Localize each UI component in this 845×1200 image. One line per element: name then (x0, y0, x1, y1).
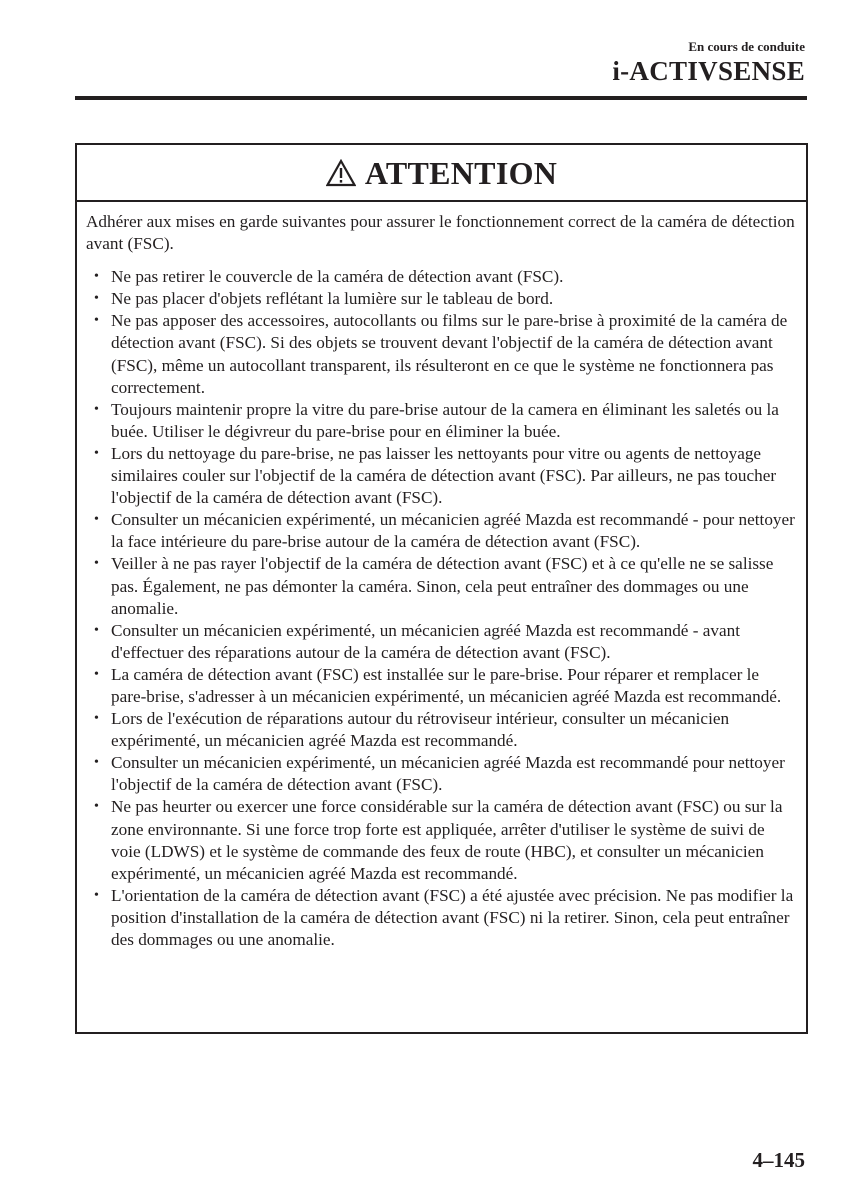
list-item: • Consulter un mécanicien expérimenté, un mécanicien agréé Mazda est recommandé - avant d'effectuer des réparations autour de la caméra de détection avant (FSC). (86, 620, 797, 664)
list-item: • Toujours maintenir propre la vitre du pare-brise autour de la camera en éliminant les saletés ou la buée. Utiliser le dégivreur du pare-brise pour en éliminer la buée. (86, 399, 797, 443)
chapter-title: i-ACTIVSENSE (612, 56, 805, 86)
warning-triangle-icon (326, 159, 356, 187)
attention-list (86, 266, 797, 951)
attention-box (75, 143, 808, 1034)
list-item: • Consulter un mécanicien expérimenté, un mécanicien agréé Mazda est recommandé - pour nettoyer la face intérieure du pare-brise autour de la caméra de détection avant (FSC). (86, 509, 797, 553)
attention-intro: Adhérer aux mises en garde suivantes pour assurer le fonctionnement correct de la caméra de détection avant (FSC). (86, 212, 795, 254)
attention-header (77, 145, 806, 202)
attention-title: ATTENTION (364, 154, 558, 191)
list-item: • Ne pas placer d'objets reflétant la lumière sur le tableau de bord. (86, 288, 797, 310)
list-item: • Veiller à ne pas rayer l'objectif de la caméra de détection avant (FSC) et à ce qu'elle ne se salisse pas. Également, ne pas démonter la caméra. Sinon, cela peut entraîner des dommages ou une anomalie. (86, 553, 797, 619)
section-header: En cours de conduite (688, 39, 805, 54)
list-item: • Lors de l'exécution de réparations autour du rétroviseur intérieur, consulter un mécanicien expérimenté, un mécanicien agréé Mazda est recommandé. (86, 708, 797, 752)
list-item: • Ne pas apposer des accessoires, autocollants ou films sur le pare-brise à proximité de la caméra de détection avant (FSC). Si des objets se trouvent devant l'objectif de la caméra de détection avant (FSC), même un autocollant transparent, ils résulteront en ce que le système ne fonctionnera pas correctement. (86, 310, 797, 398)
list-item: • Ne pas heurter ou exercer une force considérable sur la caméra de détection avant (FSC) ou sur la zone environnante. Si une force trop forte est appliquée, arrêter d'utiliser le système de suivi de voie (LDWS) et le système de commande des feux de route (HBC), et consulter un mécanicien expérimenté, un mécanicien agréé Mazda est recommandé. (86, 796, 797, 884)
list-item: • Lors du nettoyage du pare-brise, ne pas laisser les nettoyants pour vitre ou agents de nettoyage similaires couler sur l'objectif de la caméra de détection avant (FSC). Par ailleurs, ne pas toucher l'objectif de la caméra de détection avant (FSC). (86, 443, 797, 509)
list-item: • L'orientation de la caméra de détection avant (FSC) a été ajustée avec précision. Ne pas modifier la position d'installation de la caméra de détection avant (FSC) ni la retirer. Sinon, cela peut entraîner des dommages ou une anomalie. (86, 885, 797, 951)
page-number: 4–145 (752, 1148, 805, 1172)
attention-body (77, 202, 806, 951)
list-item: • Consulter un mécanicien expérimenté, un mécanicien agréé Mazda est recommandé pour nettoyer l'objectif de la caméra de détection avant (FSC). (86, 752, 797, 796)
header-divider (75, 96, 807, 100)
list-item: • La caméra de détection avant (FSC) est installée sur le pare-brise. Pour réparer et remplacer le pare-brise, s'adresser à un mécanicien expérimenté, un mécanicien agréé Mazda est recommandé. (86, 664, 797, 708)
list-item: • Ne pas retirer le couvercle de la caméra de détection avant (FSC). (86, 266, 797, 288)
